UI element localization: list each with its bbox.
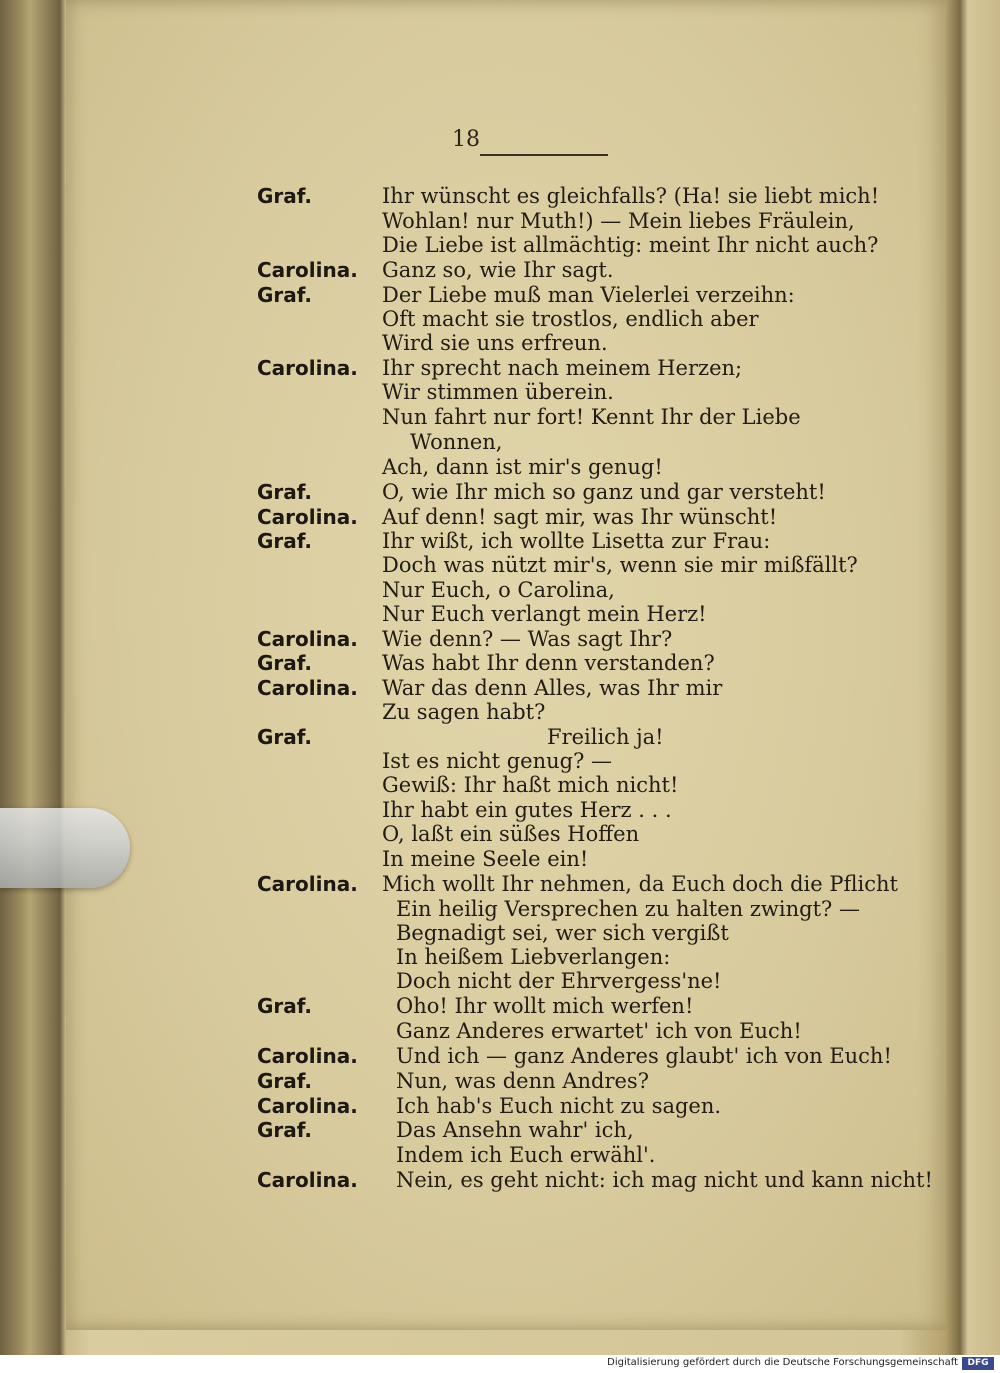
dialogue-line [66,847,946,871]
line-text: Ganz Anderes erwartet' ich von Euch! [396,1019,802,1043]
line-text: In heißem Liebverlangen: [396,945,671,969]
line-text: Freilich ja! [547,725,664,749]
dialogue-line [66,529,946,553]
speaker-name: Carolina. [257,1168,358,1192]
speaker-name: Carolina. [257,1044,358,1068]
dialogue-line [66,1118,946,1142]
dialogue-line [66,184,946,208]
dialogue-line [66,749,946,773]
speaker-name: Carolina. [257,872,358,896]
speaker-name: Carolina. [257,1094,358,1118]
line-text: Gewiß: Ihr haßt mich nicht! [382,773,679,797]
line-text: Wohlan! nur Muth!) — Mein liebes Fräulein, [382,209,855,233]
dialogue-line [66,798,946,822]
line-text: Ein heilig Versprechen zu halten zwingt? — [396,897,860,921]
line-text: Ist es nicht genug? — [382,749,613,773]
line-text: Ganz so, wie Ihr sagt. [382,258,614,282]
line-text: Nur Euch, o Carolina, [382,578,615,602]
line-text: Wird sie uns erfreun. [382,331,608,355]
dialogue-line [66,602,946,626]
line-text: Ihr habt ein gutes Herz . . . [382,798,672,822]
dialogue-line [66,651,946,675]
speaker-name: Carolina. [257,505,358,529]
dfg-logo: DFG [962,1357,994,1370]
dialogue-line [66,822,946,846]
line-text: O, laßt ein süßes Hoffen [382,822,640,846]
page-holder-clip [0,808,130,888]
dialogue-line [66,233,946,257]
dialogue-line [66,505,946,529]
dialogue-line [66,676,946,700]
line-text: Mich wollt Ihr nehmen, da Euch doch die Pflicht [382,872,898,896]
dialogue-line [66,1094,946,1118]
line-text: Und ich — ganz Anderes glaubt' ich von Euch! [396,1044,892,1068]
line-text: Ihr wißt, ich wollte Lisetta zur Frau: [382,529,771,553]
line-text: Nur Euch verlangt mein Herz! [382,602,707,626]
dialogue-line [66,578,946,602]
line-text: Nun, was denn Andres? [396,1069,649,1093]
dialogue-line [66,945,946,969]
line-text: Indem ich Euch erwähl'. [396,1143,656,1167]
line-text: War das denn Alles, was Ihr mir [382,676,723,700]
dialogue-line [66,430,946,454]
dialogue-line [66,553,946,577]
line-text: Wie denn? — Was sagt Ihr? [382,627,673,651]
dialogue-line [66,356,946,380]
dialogue-line [66,209,946,233]
dialogue-line [66,773,946,797]
speaker-name: Graf. [257,1118,312,1142]
speaker-name: Graf. [257,651,312,675]
line-text: In meine Seele ein! [382,847,589,871]
line-text: Nein, es geht nicht: ich mag nicht und kann nicht! [396,1168,933,1192]
dialogue-line [66,1044,946,1068]
line-text: Wir stimmen überein. [382,380,614,404]
dialogue-line [66,1019,946,1043]
speaker-name: Graf. [257,480,312,504]
speaker-name: Carolina. [257,676,358,700]
line-text: Ich hab's Euch nicht zu sagen. [396,1094,722,1118]
dialogue-line [66,380,946,404]
speaker-name: Carolina. [257,627,358,651]
speaker-name: Carolina. [257,258,358,282]
line-text: Nun fahrt nur fort! Kennt Ihr der Liebe [382,405,801,429]
line-text: Doch was nützt mir's, wenn sie mir mißfällt? [382,553,858,577]
line-text: Begnadigt sei, wer sich vergißt [396,921,729,945]
line-text: Zu sagen habt? [382,700,546,724]
dialogue-line [66,307,946,331]
dialogue-line [66,700,946,724]
line-text: Oho! Ihr wollt mich werfen! [396,994,694,1018]
dialogue-line [66,725,946,749]
line-text: Ach, dann ist mir's genug! [382,455,663,479]
dialogue-line [66,1143,946,1167]
line-text: Doch nicht der Ehrvergess'ne! [396,969,722,993]
line-text: Auf denn! sagt mir, was Ihr wünscht! [382,505,778,529]
page-number: 18 [452,127,480,152]
dialogue-line [66,1069,946,1093]
line-text: Oft macht sie trostlos, endlich aber [382,307,759,331]
speaker-name: Graf. [257,184,312,208]
line-text: Ihr wünscht es gleichfalls? (Ha! sie liebt mich! [382,184,880,208]
line-text: Die Liebe ist allmächtig: meint Ihr nicht auch? [382,233,879,257]
page-number-rule [480,154,608,156]
speaker-name: Graf. [257,994,312,1018]
speaker-name: Carolina. [257,356,358,380]
book-page [66,0,946,1330]
line-text: Ihr sprecht nach meinem Herzen; [382,356,743,380]
line-text: Das Ansehn wahr' ich, [396,1118,634,1142]
dialogue-line [66,627,946,651]
dialogue-line [66,897,946,921]
speaker-name: Graf. [257,1069,312,1093]
funding-credit: Digitalisierung gefördert durch die Deutsche Forschungsgemeinschaft [607,1357,958,1368]
dialogue-line [66,455,946,479]
speaker-name: Graf. [257,283,312,307]
dialogue-line [66,994,946,1018]
speaker-name: Graf. [257,529,312,553]
dialogue-line [66,872,946,896]
line-text: Der Liebe muß man Vielerlei verzeihn: [382,283,795,307]
dialogue-line [66,405,946,429]
line-text: Was habt Ihr denn verstanden? [382,651,715,675]
dialogue-line [66,283,946,307]
dialogue-line [66,331,946,355]
dialogue-line [66,258,946,282]
dialogue-line [66,480,946,504]
speaker-name: Graf. [257,725,312,749]
dialogue-line [66,969,946,993]
dialogue-line [66,1168,946,1192]
line-text: Wonnen, [410,430,503,454]
dialogue-line [66,921,946,945]
line-text: O, wie Ihr mich so ganz und gar versteht! [382,480,826,504]
